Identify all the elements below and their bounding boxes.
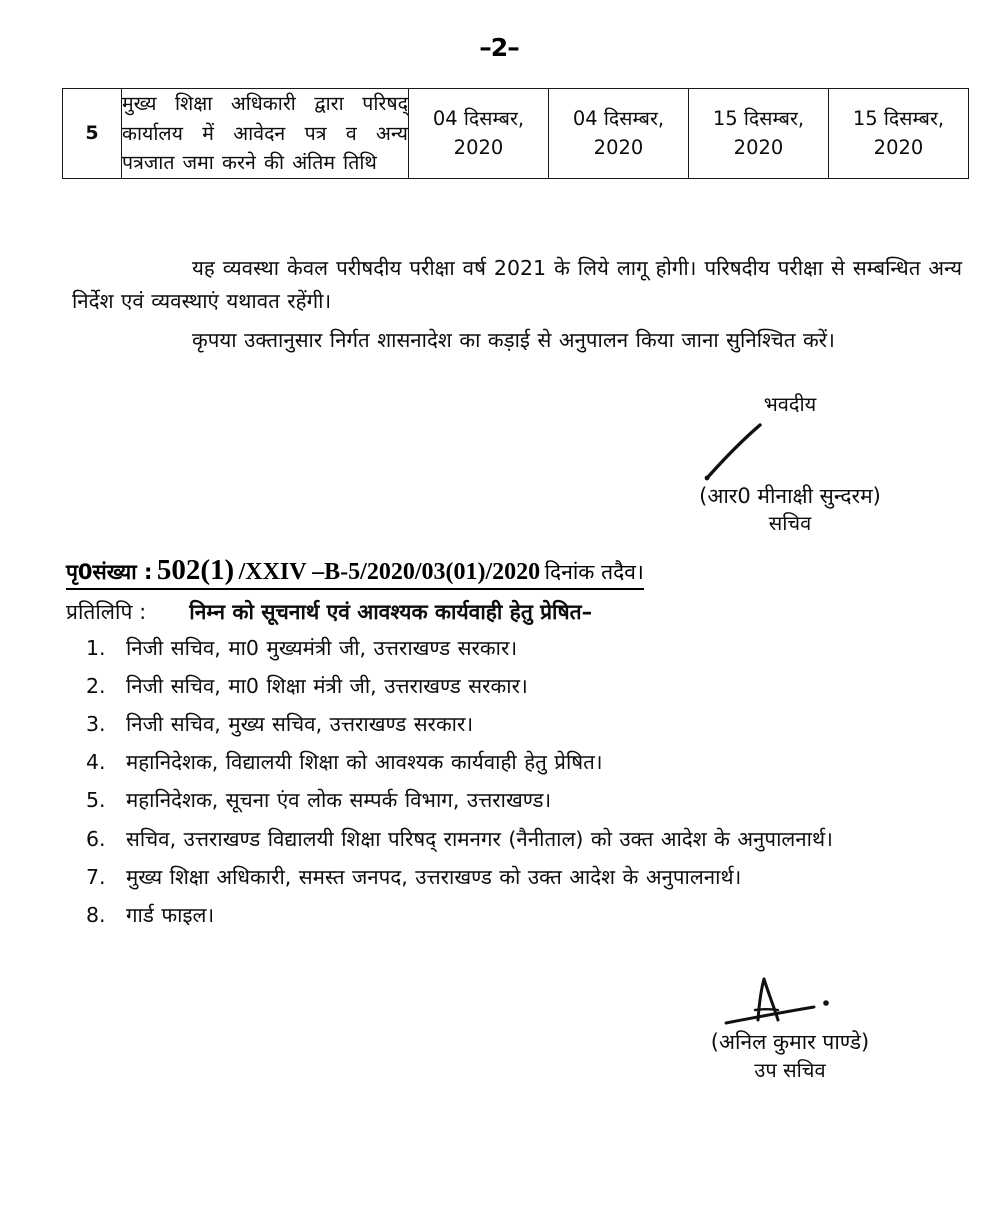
schedule-table xyxy=(62,88,969,179)
body-text xyxy=(72,252,962,362)
date-day-3: 15 दिसम्बर, xyxy=(712,107,805,131)
list-item xyxy=(86,710,962,739)
signatory-name-2: (अनिल कुमार पाण्डे) xyxy=(710,1030,870,1054)
cell-date-1 xyxy=(409,89,549,179)
copy-to-instruction: निम्न को सूचनार्थ एवं आवश्यक कार्यवाही हेतु प्रेषित– xyxy=(189,600,593,624)
paragraph-1: यह व्यवस्था केवल परीषदीय परीक्षा वर्ष 2021 के लिये लागू होगी। परिषदीय परीक्षा से सम्बन्धित अन्य निर्देश एवं व्यवस्थाएं यथावत रहेंगी। xyxy=(72,256,962,314)
table-body xyxy=(63,89,969,179)
date-day-4: 15 दिसम्बर, xyxy=(852,107,945,131)
signature-block-secretary xyxy=(620,392,960,536)
signatory-designation-2: उप सचिव xyxy=(754,1058,826,1083)
list-item-text: गार्ड फाइल। xyxy=(126,902,215,927)
date-year-4: 2020 xyxy=(873,136,924,160)
list-item-text: महानिदेशक, विद्यालयी शिक्षा को आवश्यक कार्यवाही हेतु प्रेषित। xyxy=(126,750,603,775)
list-item-text: मुख्य शिक्षा अधिकारी, समस्त जनपद, उत्तराखण्ड को उक्त आदेश के अनुपालनार्थ। xyxy=(126,864,742,889)
list-item xyxy=(86,863,962,892)
list-item xyxy=(86,672,962,701)
signature-block-deputy-secretary xyxy=(620,976,960,1084)
reference-date: दिनांक तदैव। xyxy=(544,560,644,584)
cell-date-4 xyxy=(829,89,969,179)
signatory-designation-1: सचिव xyxy=(768,511,812,536)
date-year-2: 2020 xyxy=(593,136,644,160)
list-item-number: 3. xyxy=(86,712,106,737)
list-item-number: 1. xyxy=(86,636,106,660)
reference-number: 502(1) xyxy=(156,554,235,586)
reference-number-line xyxy=(66,554,644,590)
date-year-1: 2020 xyxy=(453,136,504,160)
date-day-2: 04 दिसम्बर, xyxy=(572,107,665,131)
list-item xyxy=(86,634,962,663)
closing-salutation: भवदीय xyxy=(763,392,817,416)
cell-date-3 xyxy=(689,89,829,179)
list-item xyxy=(86,901,962,930)
handwritten-signature-mark-1 xyxy=(620,416,960,482)
list-item-text: महानिदेशक, सूचना एंव लोक सम्पर्क विभाग, उत्तराखण्ड। xyxy=(126,788,552,813)
cell-description: मुख्य शिक्षा अधिकारी द्वारा परिषद् कार्यालय में आवेदन पत्र व अन्य पत्रजात जमा करने की अंतिम तिथि xyxy=(122,89,409,179)
cell-serial-number: 5 xyxy=(63,89,122,179)
reference-prefix: पृ0संख्या : xyxy=(66,560,153,584)
handwritten-signature-mark-2 xyxy=(620,976,960,1028)
signatory-name-1: (आर0 मीनाक्षी सुन्दरम) xyxy=(699,484,881,508)
list-item-text: सचिव, उत्तराखण्ड विद्यालयी शिक्षा परिषद् रामनगर (नैनीताल) को उक्त आदेश के अनुपालनार्थ। xyxy=(126,826,833,851)
copy-to-heading xyxy=(66,598,592,626)
list-item-text: निजी सचिव, मा0 मुख्यमंत्री जी, उत्तराखण्ड सरकार। xyxy=(126,636,518,660)
list-item xyxy=(86,786,962,815)
copy-to-label: प्रतिलिपि : xyxy=(66,600,147,624)
reference-code: /XXIV –B-5/2020/03(01)/2020 xyxy=(238,559,541,585)
list-item-number: 5. xyxy=(86,788,106,813)
page-number: –2– xyxy=(479,33,519,62)
list-item-number: 2. xyxy=(86,674,106,699)
list-item-text: निजी सचिव, मा0 शिक्षा मंत्री जी, उत्तराखण्ड सरकार। xyxy=(126,674,528,699)
distribution-list xyxy=(86,634,962,939)
list-item-number: 7. xyxy=(86,864,106,889)
list-item xyxy=(86,748,962,777)
list-item xyxy=(86,825,962,854)
list-item-number: 6. xyxy=(86,826,106,851)
list-item-number: 8. xyxy=(86,902,106,927)
list-item-text: निजी सचिव, मुख्य सचिव, उत्तराखण्ड सरकार। xyxy=(126,712,474,737)
cell-date-2 xyxy=(549,89,689,179)
paragraph-2: कृपया उक्तानुसार निर्गत शासनादेश का कड़ाई से अनुपालन किया जाना सुनिश्चित करें। xyxy=(192,328,835,353)
date-day-1: 04 दिसम्बर, xyxy=(432,107,525,131)
date-year-3: 2020 xyxy=(733,136,784,160)
table-row xyxy=(63,89,969,179)
list-item-number: 4. xyxy=(86,750,106,775)
